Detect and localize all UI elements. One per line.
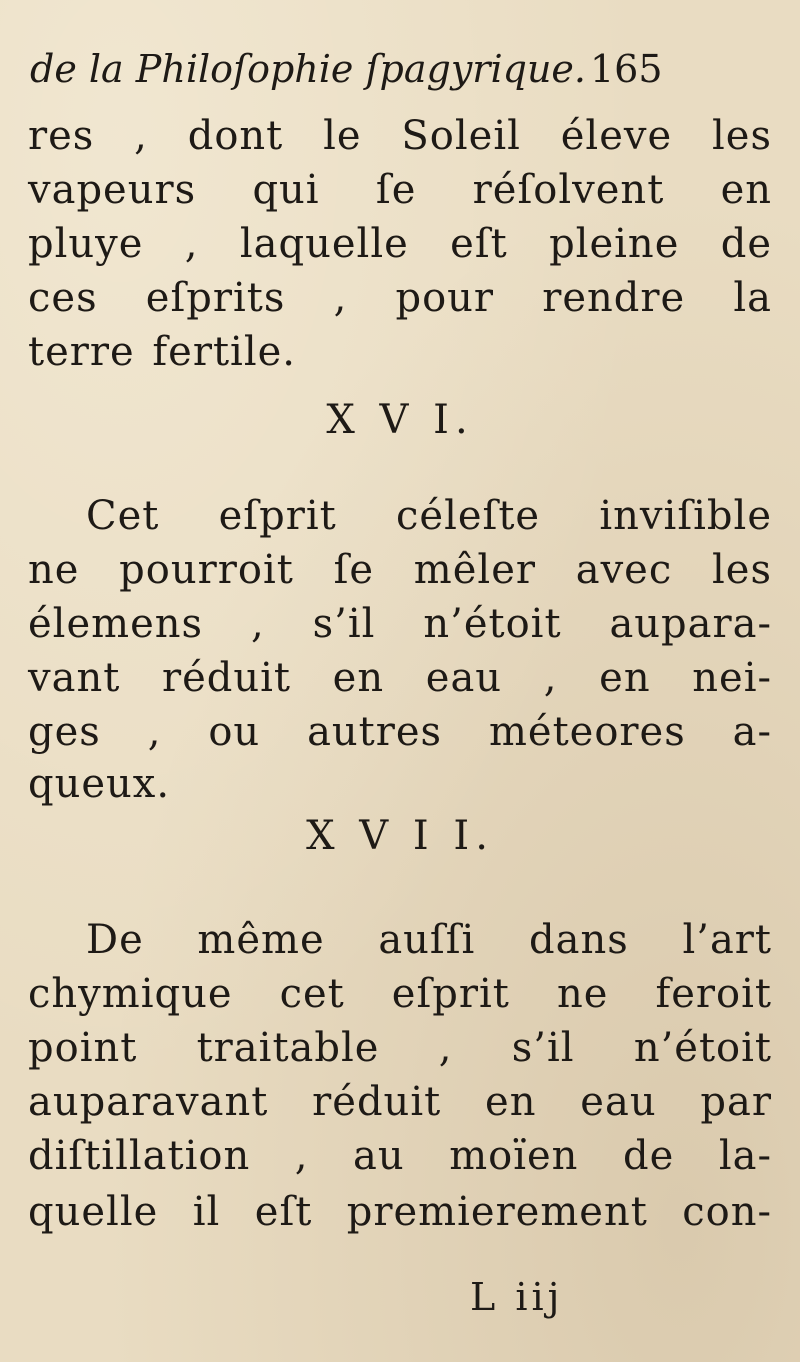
section-heading-17: X V I I. (306, 813, 494, 859)
text-line: res , dont le Soleil éleve les (28, 113, 772, 159)
text-line: vapeurs qui ſe réſolvent en (28, 167, 772, 213)
text-line: pluye , laquelle eſt pleine de (28, 221, 772, 267)
text-line: De même auſſi dans l’art (86, 917, 772, 963)
text-line: terre fertile. (28, 329, 297, 375)
text-line: auparavant réduit en eau par (28, 1079, 772, 1125)
page-number: 165 (590, 47, 663, 91)
text-line: point traitable , s’il n’étoit (28, 1025, 772, 1071)
text-line: diſtillation , au moïen de la- (28, 1133, 772, 1179)
text-line: quelle il eſt premierement con- (28, 1189, 772, 1235)
section-heading-16: X V I. (326, 397, 474, 443)
text-line: élemens , s’il n’étoit aupara- (28, 601, 772, 647)
text-line: queux. (28, 761, 171, 807)
text-line: vant réduit en eau , en nei- (28, 655, 772, 701)
text-line: Cet eſprit céleſte inviſible (86, 493, 772, 539)
text-line: ges , ou autres méteores a- (28, 709, 772, 755)
text-line: ces eſprits , pour rendre la (28, 275, 772, 321)
running-title: de la Philoſophie ſpagyrique. (30, 47, 586, 91)
text-line: chymique cet eſprit ne feroit (28, 971, 772, 1017)
text-line: ne pourroit ſe mêler avec les (28, 547, 772, 593)
signature-mark: L iij (470, 1275, 564, 1319)
